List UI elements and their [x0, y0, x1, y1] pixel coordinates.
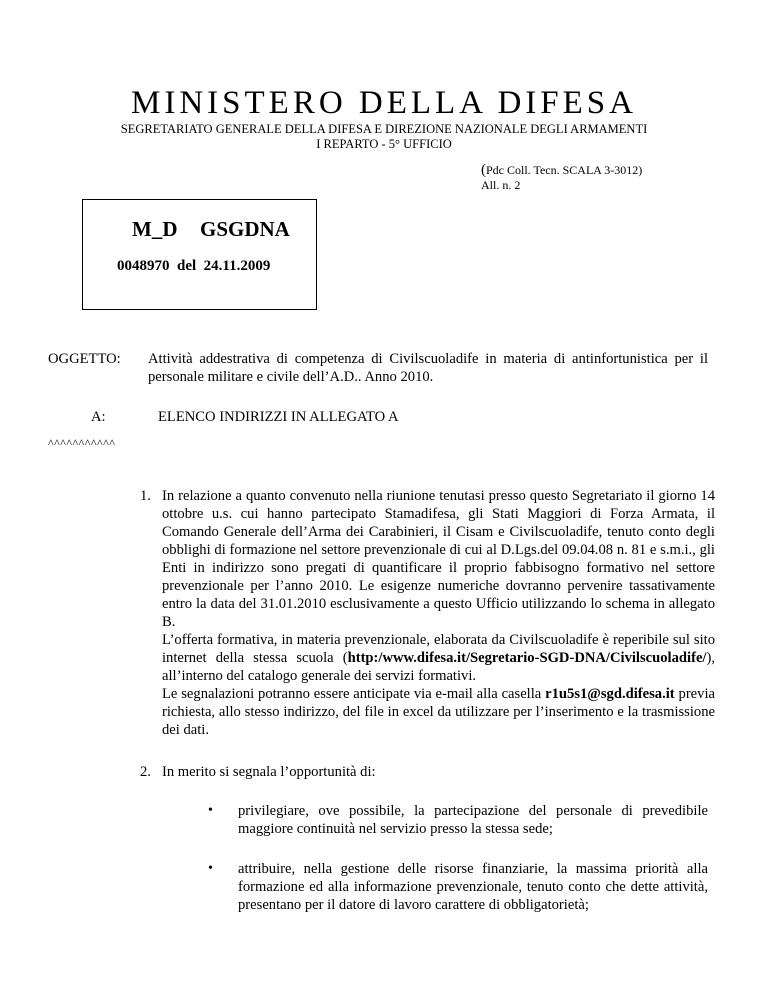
reference-block	[481, 163, 642, 193]
bullet-1-dot: •	[208, 803, 213, 818]
bullet-2-text: attribuire, nella gestione delle risorse finanziarie, la massima priorità alla formazione ed alla informazione prevenzionale, tenuto conto che dette attività, presentano per il datore di lavoro carattere di obbligatorietà;	[238, 861, 708, 913]
recipients-text: ELENCO INDIRIZZI IN ALLEGATO A	[158, 409, 399, 425]
item-1-paragraph-3	[162, 685, 715, 739]
recipients-label: A:	[91, 409, 106, 425]
item-1-paragraph-2	[162, 631, 715, 685]
item-1-p3-tail: previa richiesta, allo stesso indirizzo, del file in excel da utilizzare per l’inserimento e la trasmissione dei dati.	[162, 686, 715, 738]
reference-attachment: All. n. 2	[481, 178, 521, 192]
separator-line: ^^^^^^^^^^^	[48, 436, 116, 450]
reference-paren: (	[481, 162, 486, 178]
protocol-code: GSGDNA	[200, 217, 290, 241]
bullet-1-text: privilegiare, ove possibile, la partecipazione del personale di prevedibile maggiore continuità nel servizio presso la stessa sede;	[238, 803, 708, 837]
subject-text: Attività addestrativa di competenza di Civilscuoladife in materia di antinfortunistica per il personale militare e civile dell’A.D.. Anno 2010.	[148, 351, 708, 385]
item-1-p2-text: L’offerta formativa, in materia prevenzionale, elaborata da Civilscuoladife è reperibile sul sito internet della stessa scuola (	[162, 632, 715, 666]
protocol-number: 0048970 del 24.11.2009	[117, 258, 271, 274]
ministry-title: MINISTERO DELLA DIFESA	[131, 85, 637, 121]
bullet-2-dot: •	[208, 861, 213, 876]
item-1	[162, 487, 715, 685]
ministry-subtitle: SEGRETARIATO GENERALE DELLA DIFESA E DIREZIONE NAZIONALE DEGLI ARMAMENTI	[120, 122, 648, 136]
reference-contact: Pdc Coll. Tecn. SCALA 3-3012)	[486, 163, 643, 177]
office-subtitle: I REPARTO - 5° UFFICIO	[316, 137, 452, 151]
protocol-stamp-box	[82, 199, 317, 310]
protocol-md: M_D	[132, 217, 178, 241]
email-address-link[interactable]: r1u5s1@sgd.difesa.it	[545, 686, 675, 702]
item-1-p2-tail: ), all’interno del catalogo generale dei servizi formativi.	[162, 650, 715, 684]
item-1-p3-text: Le segnalazioni potranno essere anticipate via e-mail alla casella	[162, 686, 546, 702]
subject-label: OGGETTO:	[48, 351, 121, 367]
item-1-paragraph-1: In relazione a quanto convenuto nella riunione tenutasi presso questo Segretariato il giorno 14 ottobre u.s. cui hanno partecipato Stamadifesa, gli Stati Maggiori di Forza Armata, il Comando Generale dell’Arma dei Carabinieri, il Cisam e Civilscuoladife, tenuto conto degli obblighi di formazione nel settore prevenzionale di cui al D.Lgs.del 09.04.08 n. 81 e s.m.i., gli Enti in indirizzo sono pregati di quantificare il proprio fabbisogno formativo nel settore prevenzionale per l’anno 2010. Le esigenze numeriche dovranno pervenire tassativamente entro la data del 31.01.2010 esclusivamente a questo Ufficio utilizzando lo schema in allegato B.	[162, 488, 715, 630]
item-2-number: 2.	[140, 764, 151, 780]
item-1-number: 1.	[140, 488, 151, 504]
item-2-intro: In merito si segnala l’opportunità di:	[162, 764, 376, 780]
school-website-link[interactable]: http:/www.difesa.it/Segretario-SGD-DNA/Civilscuoladife/	[347, 650, 707, 666]
